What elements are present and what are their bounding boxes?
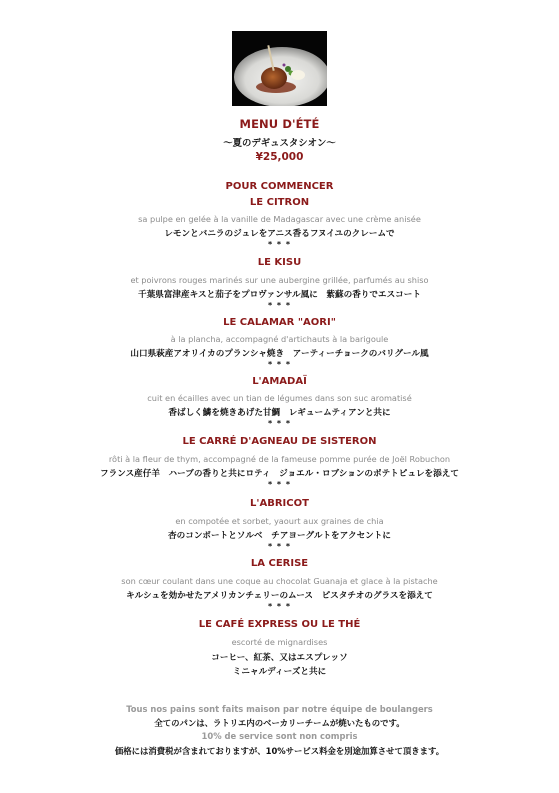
section-heading: POUR COMMENCER [225,181,334,192]
separator: * * * [267,301,292,310]
course-name: LE CARRÉ D'AGNEAU DE SISTERON [182,436,377,447]
separator: * * * [267,419,292,428]
course-desc-fr: cuit en écailles avec un tian de légumes dans son suc aromatisé [147,393,412,403]
course-name: LE KISU [257,257,302,268]
course-name: L'AMADAÏ [252,376,307,387]
course-desc-fr: son cœur coulant dans une coque au chocolat Guanaja et glace à la pistache [121,576,438,586]
course-desc-jp: レモンとバニラのジュレをアニス香るフヌイユのクレームで [164,229,395,239]
separator: * * * [267,240,292,249]
course-desc-fr: sa pulpe en gelée à la vanille de Madagascar avec une crème anisée [138,214,421,224]
course-name: LE CAFÉ EXPRESS OU LE THÉ [198,619,361,630]
menu-subtitle: ～夏のデギュスタシオン～ [223,138,336,149]
course-desc-jp: キルシュを効かせたアメリカンチェリーのムース ピスタチオのグラスを添えて [126,591,433,601]
separator: * * * [267,360,292,369]
footer-bread-jp: 全てのパンは、ラトリエ内のベーカリーチームが焼いたものです。 [154,718,405,728]
dish-photo [232,31,327,106]
separator: * * * [267,602,292,611]
course-desc-fr: escorté de mignardises [231,637,328,647]
course-desc-jp: フランス産仔羊 ハーブの香りと共にロティ ジョエル・ロブションのポテトピュレを添えて [100,469,459,479]
course-desc-fr: rôti à la fleur de thym, accompagné de la fameuse pomme purée de Joël Robuchon [108,454,451,464]
footer-bread-fr: Tous nos pains sont faits maison par notre équipe de boulangers [126,704,433,714]
course-desc-jp: 千葉県富津産キスと茄子をプロヴァンサル風に 紫蘇の香りでエスコート [138,290,421,300]
separator: * * * [267,542,292,551]
footer-service-fr: 10% de service sont non compris [201,731,358,741]
course-desc-jp: 香ばしく鱗を焼きあげた甘鯛 レギュームティアンと共に [168,408,391,418]
course-desc-fr: et poivrons rouges marinés sur une aubergine grillée, parfumés au shiso [130,275,429,285]
course-name: LE CALAMAR "AORI" [223,317,336,328]
course-desc-jp: 山口県萩産アオリイカのプランシャ焼き アーティーチョークのバリグール風 [130,349,429,359]
course-name: LE CITRON [249,197,310,208]
menu-title: MENU D'ÉTÉ [239,117,320,131]
plated-lamb-image [232,31,327,106]
menu-price: ¥25,000 [255,151,304,163]
course-desc-jp-2: ミニャルディーズと共に [232,667,327,677]
course-desc-jp: コーヒー、紅茶、又はエスプレッソ [211,653,348,663]
footer-tax-jp: 価格には消費税が含まれておりますが、10%サービス料金を別途加算させて頂きます。 [114,746,445,756]
course-name: LA CERISE [250,558,309,569]
course-desc-fr: à la plancha, accompagné d'artichauts à la barigoule [170,334,389,344]
separator: * * * [267,480,292,489]
course-name: L'ABRICOT [250,498,309,509]
course-desc-fr: en compotée et sorbet, yaourt aux graines de chia [175,516,384,526]
course-desc-jp: 杏のコンポートとソルベ チアヨーグルトをアクセントに [168,531,391,541]
